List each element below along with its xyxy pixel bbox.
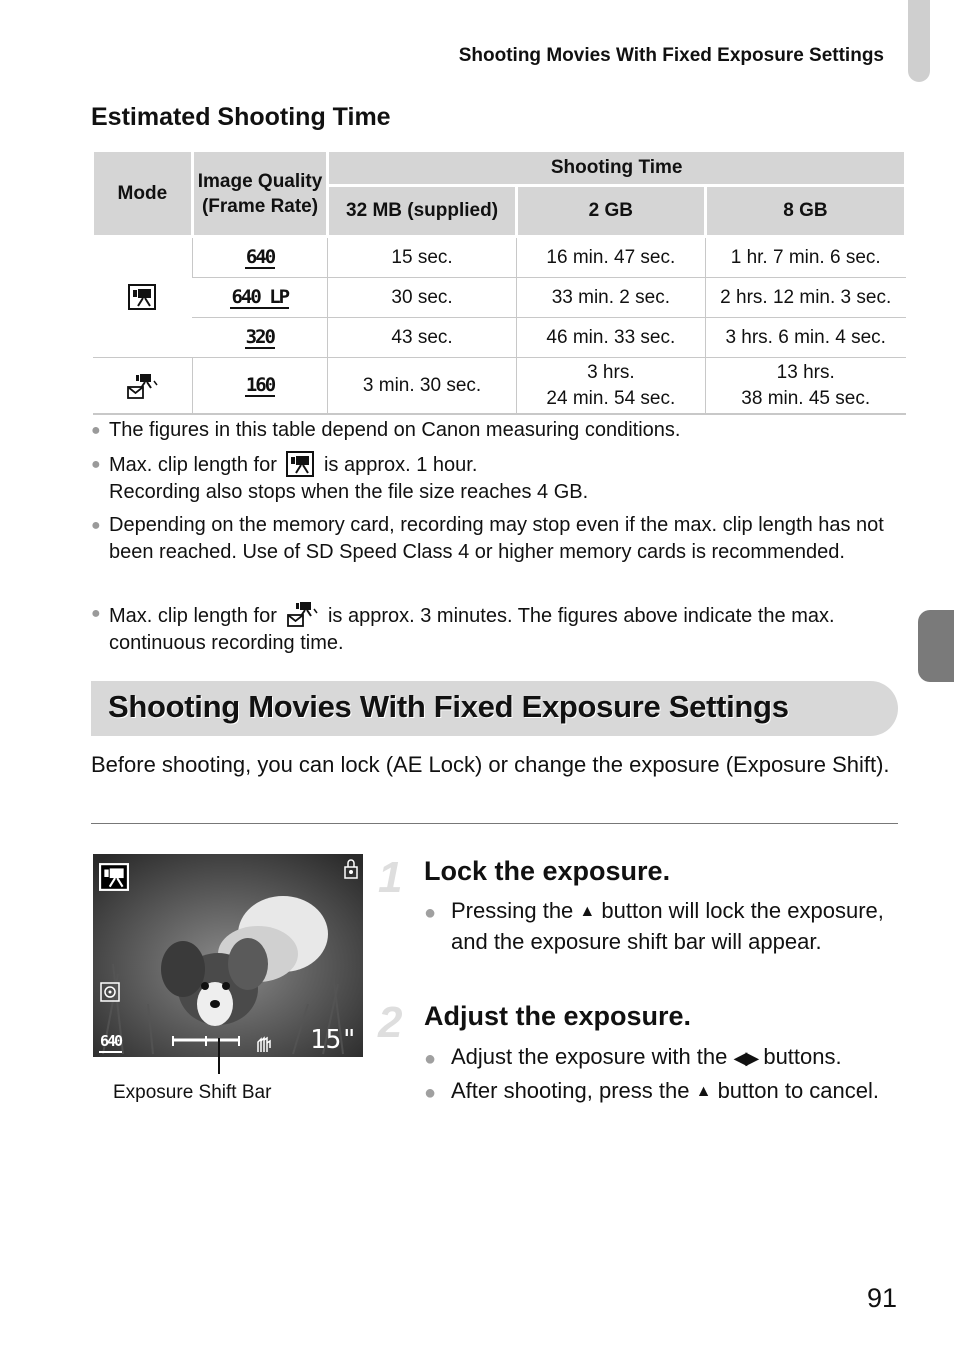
bullet-icon: ● [424,1082,437,1104]
page-number: 91 [866,1283,897,1313]
quality-160-icon: 160 [245,373,275,396]
quality-cell [192,318,328,358]
bullet-icon: ● [91,422,101,439]
time-8gb: 3 hrs. 6 min. 4 sec. [705,318,905,358]
quality-cell [192,278,328,318]
image-stabilizer-icon [253,1035,273,1053]
column-header-8gb: 8 GB [705,186,905,237]
time-8gb: 2 hrs. 12 min. 3 sec. [705,278,905,318]
movie-icon [128,284,156,310]
movie-icon [286,451,314,477]
quality-640-icon: 640 [99,1031,122,1053]
movie-email-icon [286,600,318,628]
left-right-arrows-icon: ◀▶ [733,1048,758,1068]
note-item: ● Max. clip length for is approx. 3 minutes. The figures above indicate the max. continuous recording time. [91,600,929,657]
callout-line [218,1038,220,1074]
time-32mb: 43 sec. [328,318,516,358]
remaining-time: 15" [310,1025,357,1055]
mode-cell [93,358,193,415]
step-title: Adjust the exposure. [424,1001,692,1031]
note-item: ● Max. clip length for is approx. 1 hour. Recording also stops when the file size reaches 4 GB. [91,451,929,506]
chapter-tab-top [908,0,930,82]
quality-320-icon: 320 [245,325,274,348]
step-number: 1 [378,853,403,902]
movie-email-icon [126,372,158,400]
shooting-time-table [91,149,907,415]
movie-mode-icon [99,862,129,892]
quality-640-lp-icon: 640 LP [231,285,289,308]
step-bullet: ● Adjust the exposure with the ◀▶ buttons. [424,1042,901,1073]
time-32mb: 3 min. 30 sec. [328,358,516,415]
time-8gb: 1 hr. 7 min. 6 sec. [705,237,905,278]
column-header-mode: Mode [93,151,193,237]
bullet-icon: ● [91,517,101,534]
time-8gb: 13 hrs. 38 min. 45 sec. [705,358,905,415]
note-item: ● The figures in this table depend on Canon measuring conditions. [91,417,929,444]
section-title: Shooting Movies With Fixed Exposure Settings [108,689,789,724]
quality-cell [192,237,328,278]
time-2gb: 3 hrs. 24 min. 54 sec. [516,358,705,415]
table-row [93,237,906,278]
step-number: 2 [378,998,403,1047]
table-row [93,278,906,318]
step-bullet: ● After shooting, press the ▲ button to cancel. [424,1076,901,1107]
time-32mb: 30 sec. [328,278,516,318]
quality-cell [192,358,328,415]
section-intro: Before shooting, you can lock (AE Lock) or change the exposure (Exposure Shift). [91,752,890,777]
bullet-icon: ● [91,605,101,622]
step-title: Lock the exposure. [424,856,671,886]
quality-640-icon: 640 [245,245,275,268]
note-item: ● Depending on the memory card, recording may stop even if the max. clip length has not been reached. Use of SD Speed Class 4 or higher memory cards is recommended. [91,514,884,563]
time-2gb: 16 min. 47 sec. [516,237,705,278]
bullet-icon: ● [91,456,101,473]
exposure-shift-bar-caption: Exposure Shift Bar [113,1082,272,1103]
running-header: Shooting Movies With Fixed Exposure Settings [458,45,884,66]
step-bullet: ● Pressing the ▲ button will lock the exposure, and the exposure shift bar will appear. [424,898,884,954]
column-header-shooting-time: Shooting Time [328,151,906,186]
time-2gb: 33 min. 2 sec. [516,278,705,318]
metering-icon [99,981,121,1003]
divider [91,823,898,824]
time-2gb: 46 min. 33 sec. [516,318,705,358]
up-arrow-icon: ▲ [579,903,596,920]
column-header-2gb: 2 GB [516,186,705,237]
up-arrow-icon: ▲ [695,1083,712,1100]
column-header-32mb: 32 MB (supplied) [328,186,516,237]
bullet-icon: ● [424,902,437,924]
table-row [93,358,906,415]
camera-screen-image [93,854,363,1057]
table-row [93,318,906,358]
table-heading: Estimated Shooting Time [91,103,391,131]
battery-icon [344,859,358,879]
mode-cell [93,237,193,358]
exposure-shift-bar [171,1036,241,1050]
column-header-image-quality: Image Quality (Frame Rate) [192,151,328,237]
bullet-icon: ● [424,1048,437,1070]
time-32mb: 15 sec. [328,237,516,278]
